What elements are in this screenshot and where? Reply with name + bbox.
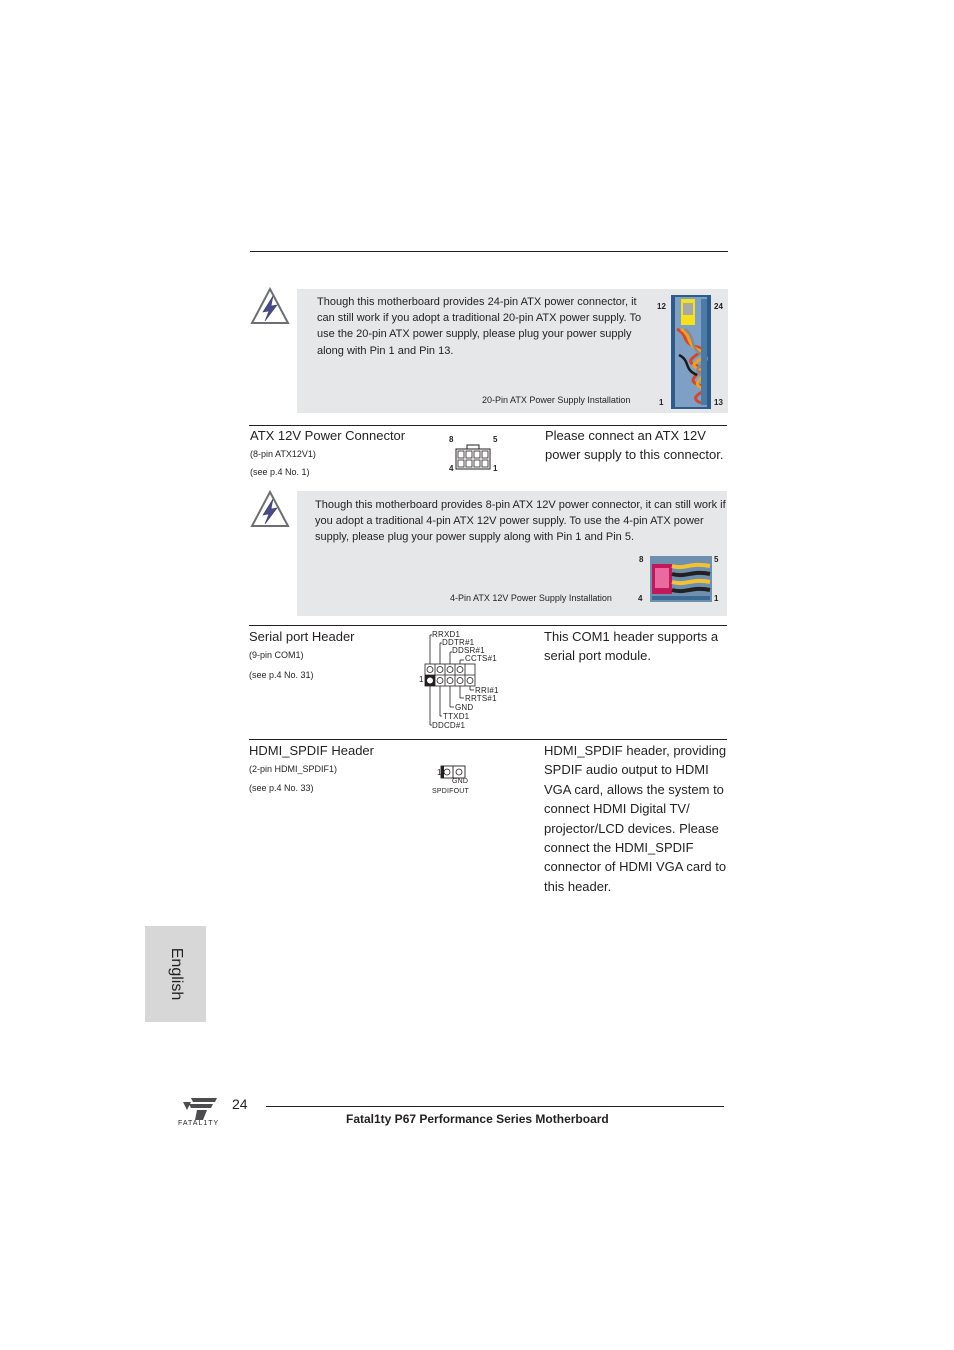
- atx12v-connector-diagram: [455, 444, 491, 470]
- section-rule: [249, 739, 727, 740]
- atx24-connector-photo: [671, 295, 711, 409]
- hdmi-label-pin1: 1: [437, 768, 442, 777]
- pin-label: 5: [714, 555, 719, 564]
- section-rule: [249, 625, 727, 626]
- section-title: Serial port Header: [249, 629, 355, 644]
- pin-label: 4: [449, 464, 454, 473]
- pin-label: 12: [657, 302, 666, 311]
- top-rule: [250, 251, 728, 252]
- caution-icon: [249, 489, 291, 529]
- section-reference: (see p.4 No. 31): [249, 670, 314, 680]
- section-reference: (see p.4 No. 1): [250, 467, 310, 477]
- pin-label: 1: [493, 464, 498, 473]
- note-text-atx24: Though this motherboard provides 24-pin ATX power connector, it can still work if you adopt a traditional 20-pin ATX power supply. To use the 20-pin ATX power supply, please plug your power supply along with Pin 1 and Pin 13.: [317, 296, 642, 357]
- pin-label: 4: [638, 594, 643, 603]
- note-text-atx12v: Though this motherboard provides 8-pin ATX 12V power connector, it can still work if you adopt a traditional 4-pin ATX 12V power supply. To use the 4-pin ATX power supply, please plug your power supply along with Pin 1 and Pin 5.: [315, 499, 726, 544]
- language-tab: [145, 926, 206, 1022]
- com1-label-ccts1: CCTS#1: [465, 654, 497, 663]
- com1-label-ttxd1: TTXD1: [443, 712, 470, 721]
- com1-label-rri1: RRI#1: [475, 686, 499, 695]
- pin-label: 24: [714, 302, 723, 311]
- language-tab-label: English: [167, 947, 185, 1001]
- pin-label: 1: [714, 594, 719, 603]
- com1-label-ddcd1: DDCD#1: [432, 721, 466, 730]
- fatal1ty-logo-text: FATAL1TY: [178, 1120, 220, 1127]
- pin-label: 13: [714, 398, 723, 407]
- caption-atx12v: 4-Pin ATX 12V Power Supply Installation: [450, 593, 612, 603]
- com1-label-rrts1: RRTS#1: [465, 694, 497, 703]
- hdmi-label-gnd: GND: [452, 778, 469, 785]
- section-subtitle: (9-pin COM1): [249, 650, 304, 660]
- pin-label: 8: [449, 435, 454, 444]
- section-description: HDMI_SPDIF header, providing SPDIF audio output to HDMI VGA card, allows the system to connect HDMI Digital TV/ projector/LCD devices. Please connect the HDMI_SPDIF connector of HDMI VGA card to this header.: [544, 743, 727, 894]
- section-title: HDMI_SPDIF Header: [249, 743, 374, 758]
- hdmi-label-spdifout: SPDIFOUT: [432, 788, 469, 795]
- section-description: Please connect an ATX 12V power supply to this connector.: [545, 428, 724, 463]
- section-subtitle: (8-pin ATX12V1): [250, 449, 316, 459]
- section-subtitle: (2-pin HDMI_SPDIF1): [249, 764, 338, 774]
- pin-label: 5: [493, 435, 498, 444]
- section-reference: (see p.4 No. 33): [249, 783, 314, 793]
- page-number: 24: [232, 1096, 248, 1112]
- atx12v-connector-photo: [650, 556, 712, 602]
- com1-label-ddsr1: DDSR#1: [452, 646, 485, 655]
- section-description: This COM1 header supports a serial port module.: [544, 629, 719, 664]
- com1-label-ddtr1: DDTR#1: [442, 638, 475, 647]
- pin-label: 1: [659, 398, 664, 407]
- pin-label: 8: [639, 555, 644, 564]
- footer-rule: [266, 1106, 724, 1107]
- caption-atx24: 20-Pin ATX Power Supply Installation: [482, 395, 631, 405]
- caution-icon: [249, 286, 291, 326]
- com1-label-gnd: GND: [455, 703, 474, 712]
- com1-label-rrxd1: RRXD1: [432, 630, 461, 639]
- section-title: ATX 12V Power Connector: [250, 428, 406, 443]
- footer-title: Fatal1ty P67 Performance Series Motherboard: [346, 1112, 609, 1126]
- com1-label-pin1: 1: [419, 675, 424, 684]
